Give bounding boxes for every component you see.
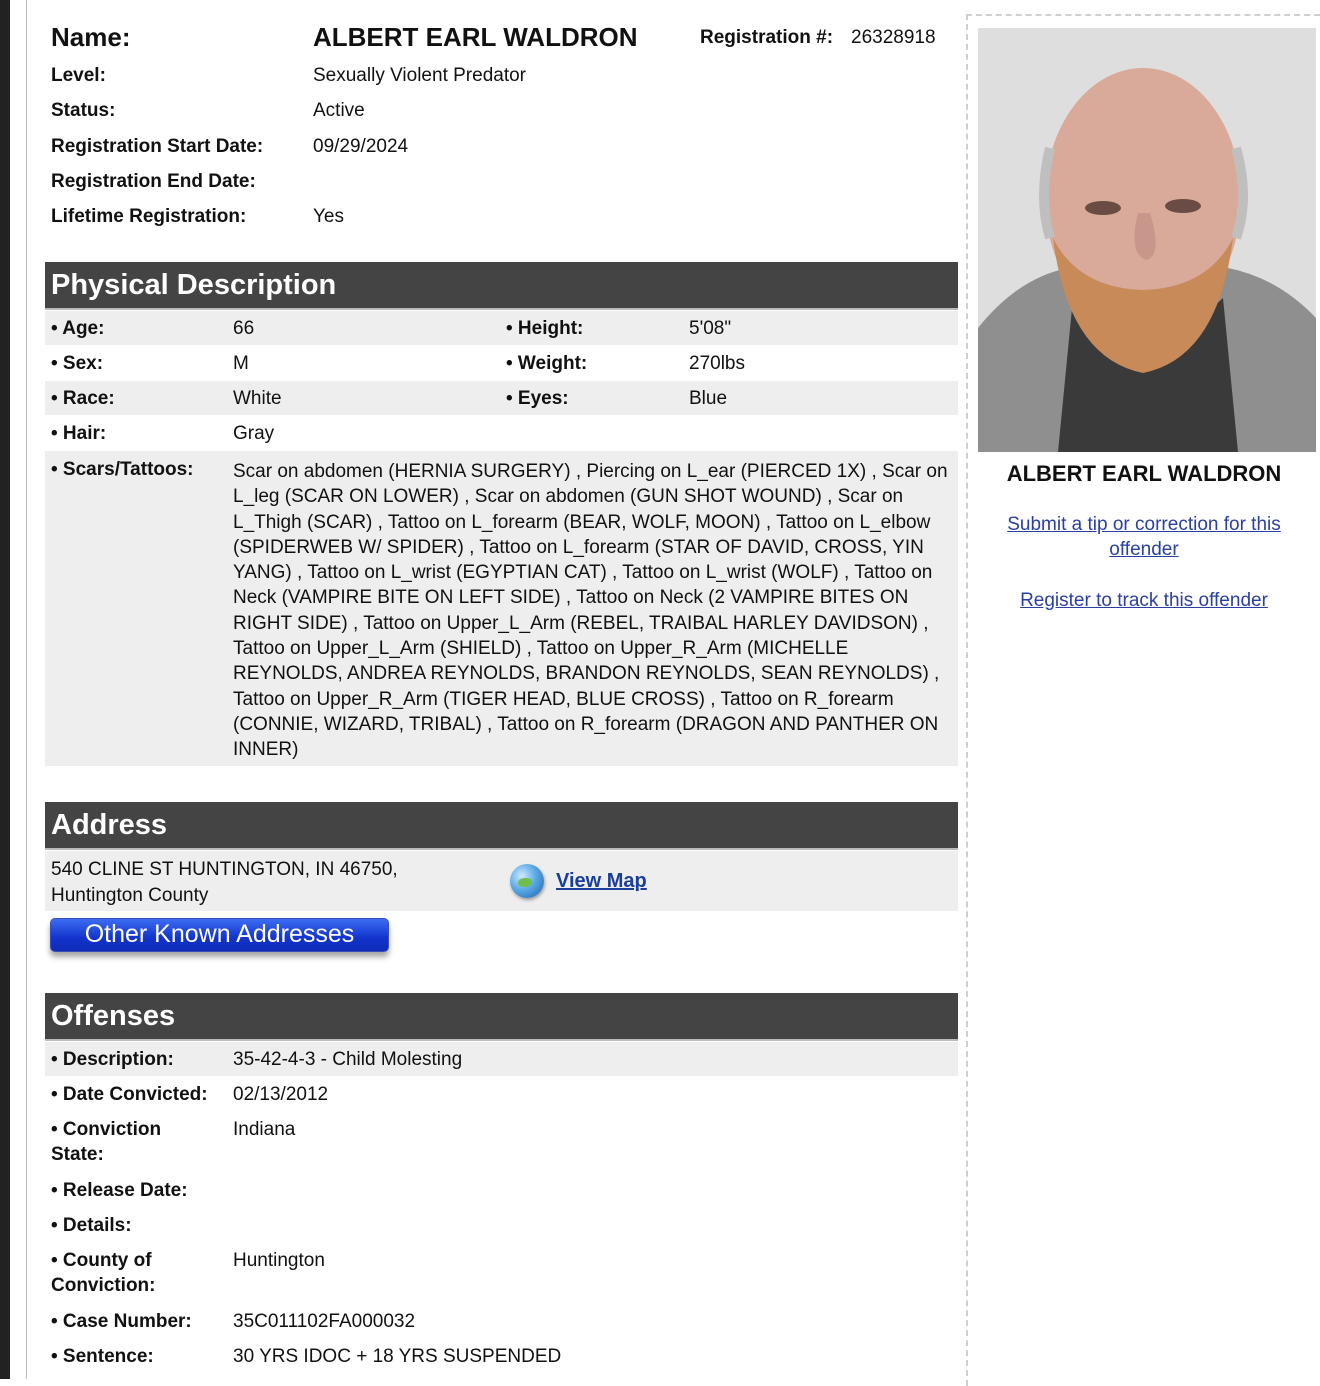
- weight-value: 270lbs: [689, 353, 745, 374]
- status-row: [45, 100, 958, 125]
- weight-label: • Weight:: [506, 353, 588, 374]
- status-label: Status:: [51, 100, 116, 121]
- race-label: • Race:: [51, 388, 115, 409]
- release-date-row: [45, 1175, 958, 1209]
- height-label: • Height:: [506, 318, 584, 339]
- address-line-1: 540 CLINE ST HUNTINGTON, IN 46750,: [51, 859, 398, 880]
- race-value: White: [233, 388, 282, 409]
- name-label: Name:: [51, 22, 131, 52]
- end-date-row: [45, 171, 958, 196]
- sentence-value: 30 YRS IDOC + 18 YRS SUSPENDED: [233, 1346, 562, 1367]
- details-row: [45, 1210, 958, 1244]
- county-label-line-1: • County of: [51, 1250, 152, 1271]
- age-label: • Age:: [51, 318, 105, 339]
- county-label-line-2: Conviction:: [51, 1275, 156, 1296]
- case-number-value: 35C011102FA000032: [233, 1311, 416, 1332]
- scars-tattoos-value: Scar on abdomen (HERNIA SURGERY) , Piercing on L_ear (PIERCED 1X) , Scar on L_leg (SCAR ON LOWER) , Scar on abdomen (GUN SHOT WOUND) , Scar on L_Thigh (SCAR) , Tattoo on L_forearm (BEAR, WOLF, MOON) , Tattoo on L_elbow (SPIDERWEB W/ SPIDER) , Tattoo on L_forearm (STAR OF DAVID, CROSS, YIN YANG) , Tattoo on L_wrist (EGYPTIAN CAT) , Tattoo on L_wrist (WOLF) , Tattoo on Neck (VAMPIRE BITE ON LEFT SIDE) , Tattoo on Neck (2 VAMPIRE BITES ON RIGHT SIDE) , Tattoo on Upper_L_Arm (REBEL, TRAIBAL HARLEY DAVIDSON) , Tattoo on Upper_L_Arm (SHIELD) , Tattoo on Upper_R_Arm (MICHELLE REYNOLDS, ANDREA REYNOLDS, BRANDON REYNOLDS, SEAN REYNOLDS) , Tattoo on Upper_R_Arm (TIGER HEAD, BLUE CROSS) , Tattoo on R_forearm (CONNIE, WIZARD, TRIBAL) , Tattoo on R_forearm (DRAGON AND PANTHER ON INNER): [233, 461, 948, 761]
- end-date-label: Registration End Date:: [51, 171, 256, 192]
- address-header: Address: [45, 802, 958, 850]
- registration-number: 26328918: [851, 27, 936, 48]
- offender-name: ALBERT EARL WALDRON: [313, 22, 638, 52]
- globe-icon: [510, 864, 544, 898]
- address-row: [45, 851, 958, 911]
- offender-photo: [978, 28, 1316, 452]
- case-number-row: [45, 1306, 958, 1340]
- sex-label: • Sex:: [51, 353, 104, 374]
- hair-row: [45, 416, 958, 450]
- submit-tip-link[interactable]: [968, 512, 1320, 562]
- mugshot-illustration: [978, 28, 1316, 452]
- sentence-row: [45, 1341, 958, 1375]
- eyes-value: Blue: [689, 388, 728, 409]
- county-row: [45, 1245, 958, 1305]
- offense-description-label: • Description:: [51, 1049, 174, 1070]
- lifetime-value: Yes: [313, 206, 344, 227]
- other-known-addresses-button[interactable]: Other Known Addresses: [50, 918, 389, 952]
- status-value: Active: [313, 100, 365, 121]
- sidebar: [966, 14, 1320, 1386]
- hair-label: • Hair:: [51, 423, 107, 444]
- sex-value: M: [233, 353, 249, 374]
- conviction-state-label: [51, 1117, 161, 1167]
- height-value: 5'08": [689, 318, 732, 339]
- county-value: Huntington: [233, 1250, 325, 1271]
- start-date-row: [45, 136, 958, 161]
- start-date-label: Registration Start Date:: [51, 136, 264, 157]
- scars-tattoos-label: • Scars/Tattoos:: [51, 459, 194, 480]
- conviction-state-label-line-1: • Conviction: [51, 1119, 162, 1140]
- county-label: [51, 1248, 156, 1298]
- sex-weight-row: [45, 346, 958, 380]
- conviction-state-label-line-2: State:: [51, 1144, 104, 1165]
- offense-description-value: 35-42-4-3 - Child Molesting: [233, 1049, 463, 1070]
- registration-label: Registration #:: [700, 27, 834, 48]
- physical-description-header: Physical Description: [45, 262, 958, 310]
- register-track-link[interactable]: Register to track this offender: [1020, 590, 1268, 611]
- race-eyes-row: [45, 381, 958, 415]
- name-row: [45, 20, 958, 56]
- offenses-header: Offenses: [45, 993, 958, 1041]
- scars-tattoos-row: [45, 451, 958, 766]
- view-map-label: View Map: [556, 869, 647, 892]
- lifetime-label: Lifetime Registration:: [51, 206, 247, 227]
- address-text: [51, 857, 398, 909]
- submit-tip-line-1: Submit a tip or correction for this: [1007, 514, 1281, 535]
- date-convicted-row: [45, 1077, 958, 1111]
- view-map-link[interactable]: [510, 861, 647, 901]
- age-value: 66: [233, 318, 255, 339]
- hair-value: Gray: [233, 423, 275, 444]
- submit-tip-line-2: offender: [1109, 539, 1179, 560]
- details-label: • Details:: [51, 1215, 132, 1236]
- window-left-edge: [0, 0, 10, 1379]
- eyes-label: • Eyes:: [506, 388, 569, 409]
- start-date-value: 09/29/2024: [313, 136, 409, 157]
- address-line-2: Huntington County: [51, 885, 209, 906]
- date-convicted-value: 02/13/2012: [233, 1084, 329, 1105]
- offense-description-row: [45, 1042, 958, 1076]
- age-height-row: [45, 311, 958, 345]
- level-row: [45, 65, 958, 90]
- level-value: Sexually Violent Predator: [313, 65, 526, 86]
- sentence-label: • Sentence:: [51, 1346, 154, 1367]
- page-left-border: [26, 0, 27, 1379]
- lifetime-row: [45, 206, 958, 231]
- release-date-label: • Release Date:: [51, 1180, 188, 1201]
- conviction-state-value: Indiana: [233, 1119, 296, 1140]
- photo-caption-name: ALBERT EARL WALDRON: [1006, 461, 1282, 486]
- conviction-state-row: [45, 1113, 958, 1173]
- case-number-label: • Case Number:: [51, 1311, 192, 1332]
- level-label: Level:: [51, 65, 106, 86]
- date-convicted-label: • Date Convicted:: [51, 1084, 208, 1105]
